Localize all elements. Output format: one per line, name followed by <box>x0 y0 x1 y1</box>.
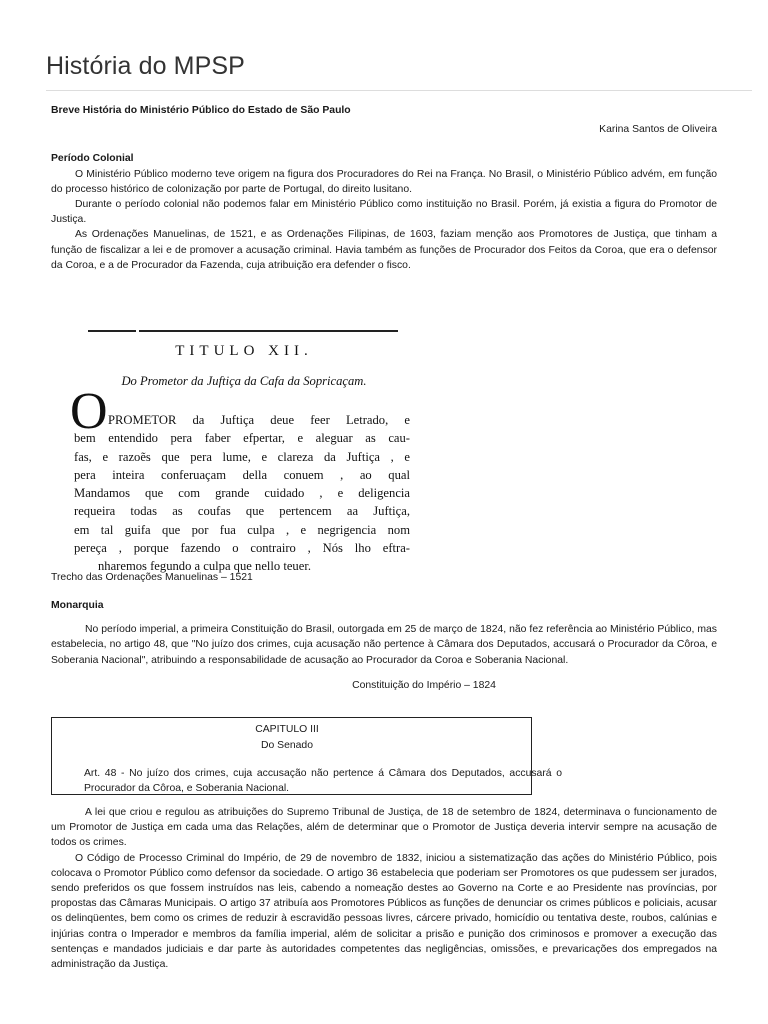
article-text <box>54 766 562 796</box>
facsimile-top-rule <box>88 330 398 332</box>
facsimile-drop-cap: O <box>70 383 108 440</box>
facsimile-line: pera inteira conferuaçam della conuem , ao qual <box>74 467 410 482</box>
facsimile-line: Mandamos que com grande cuidado , e deligencia <box>74 486 410 501</box>
facsimile-line: bem entendido pera faber efpertar, e aleguar as cau- <box>74 431 410 446</box>
document-body <box>51 103 717 273</box>
article-48-text: Art. 48 - No juízo dos crimes, cuja accusação não pertence á Câmara dos Deputados, accusará o Procurador da Côroa, e Soberania Nacional. <box>84 768 562 795</box>
facsimile-line: PROMETOR da Juftiça deue feer Letrado, e <box>108 413 410 427</box>
chapter-subheading: Do Senado <box>261 740 313 751</box>
title-divider <box>46 90 752 91</box>
constitution-caption: Constituição do Império – 1824 <box>352 679 496 691</box>
facsimile-line: nharemos fegundo a culpa que nello teuer. <box>98 559 311 574</box>
closing-paragraph-2: O Código de Processo Criminal do Império, de 29 de novembro de 1832, iniciou a sistematização das ações do Ministério Público, pois colocava o Promotor Público como defensor da sociedade. O artigo 36 estabelecia que poderiam ser Promotores os que pudessem ser jurados, sendo preferidos os que fossem instruídos nas leis, cabendo a nomeação destes ao Governo na Corte e ao Presidente nas províncias, por propostas das Câmaras Municipais. O artigo 37 atribuía aos Promotores Públicos as funções de denunciar os crimes públicos e policiais, acusar os delinqüentes, bem como os crimes de reduzir à escravidão pessoas livres, cárcere privado, homicídio ou tentativa deste, roubos, calúnias e injúrias contra o Imperador e membros da família imperial, além de solicitar a prisão e punição dos criminosos e promover a execução das sentenças e mandados judiciais e dar parte às autoridades competentes das negligências, omissões, e prevaricações dos empregados na administração da Justiça. <box>51 852 717 971</box>
facsimile-subtitle: Do Prometor da Juftiça da Cafa da Sopricaçam. <box>121 374 367 388</box>
closing-section <box>51 805 717 972</box>
constitution-excerpt-box <box>51 717 562 795</box>
closing-paragraph-1: A lei que criou e regulou as atribuições do Supremo Tribunal de Justiça, de 18 de setembro de 1824, determinava o funcionamento de um Promotor de Justiça em cada uma das Relações, além de determinar que o Promotor de Justiça deveria intervir sempre na acusação de todos os crimes. <box>51 807 717 849</box>
facsimile-title: TITULO XII. <box>175 343 313 359</box>
author-name: Karina Santos de Oliveira <box>599 124 717 136</box>
facsimile-text <box>74 411 410 576</box>
facsimile-line: em tal guifa que por fua culpa , e negrigencia nom <box>74 522 410 537</box>
ordenacoes-facsimile-image <box>70 328 414 574</box>
colonial-paragraph-2: Durante o período colonial não podemos falar em Ministério Público como instituição no Brasil. Porém, já existia a figura do Promotor de Justiça. <box>51 199 717 226</box>
section-heading-colonial: Período Colonial <box>51 153 134 165</box>
facsimile-line: fas, e razoẽs que pera lume, e clareza da Juftiça , e <box>74 449 410 464</box>
facsimile-line: pereça , porque fazendo o contrairo , Nós lho eftra- <box>74 541 410 556</box>
monarquia-paragraph: No período imperial, a primeira Constituição do Brasil, outorgada em 25 de março de 1824, não fez referência ao Ministério Público, mas estabelecia, no artigo 48, que "No juízo dos crimes, cuja acusação não pertence à Câmara dos Deputados, accusará o Procurador da Côroa, e Soberania Nacional", atribuindo a responsabilidade de acusação ao Procurador da Coroa e Soberania Nacional. <box>51 624 717 666</box>
chapter-heading: CAPITULO III <box>255 724 319 735</box>
monarquia-section <box>51 598 717 693</box>
section-heading-monarquia: Monarquia <box>51 600 104 611</box>
page-title: História do MPSP <box>46 52 245 80</box>
colonial-paragraph-1: O Ministério Público moderno teve origem na figura dos Procuradores do Rei na França. No Brasil, o Ministério Público advém, em função do processo histórico de colonização por parte de Portugal, do direito lusitano. <box>51 168 717 195</box>
facsimile-line: requeira todas as coufas que pertencem aa Juftiça, <box>74 504 410 519</box>
facsimile-caption: Trecho das Ordenações Manuelinas – 1521 <box>51 572 253 583</box>
document-heading: Breve História do Ministério Público do Estado de São Paulo <box>51 105 351 116</box>
colonial-paragraph-3: As Ordenações Manuelinas, de 1521, e as Ordenações Filipinas, de 1603, faziam menção aos Promotores de Justiça, que tinham a função de fiscalizar a lei e de promover a acusação criminal. Havia também as funções de Procurador dos Feitos da Coroa, que era o defensor da Coroa, e a de Procurador da Fazenda, cuja atribuição era defender o fisco. <box>51 229 717 271</box>
